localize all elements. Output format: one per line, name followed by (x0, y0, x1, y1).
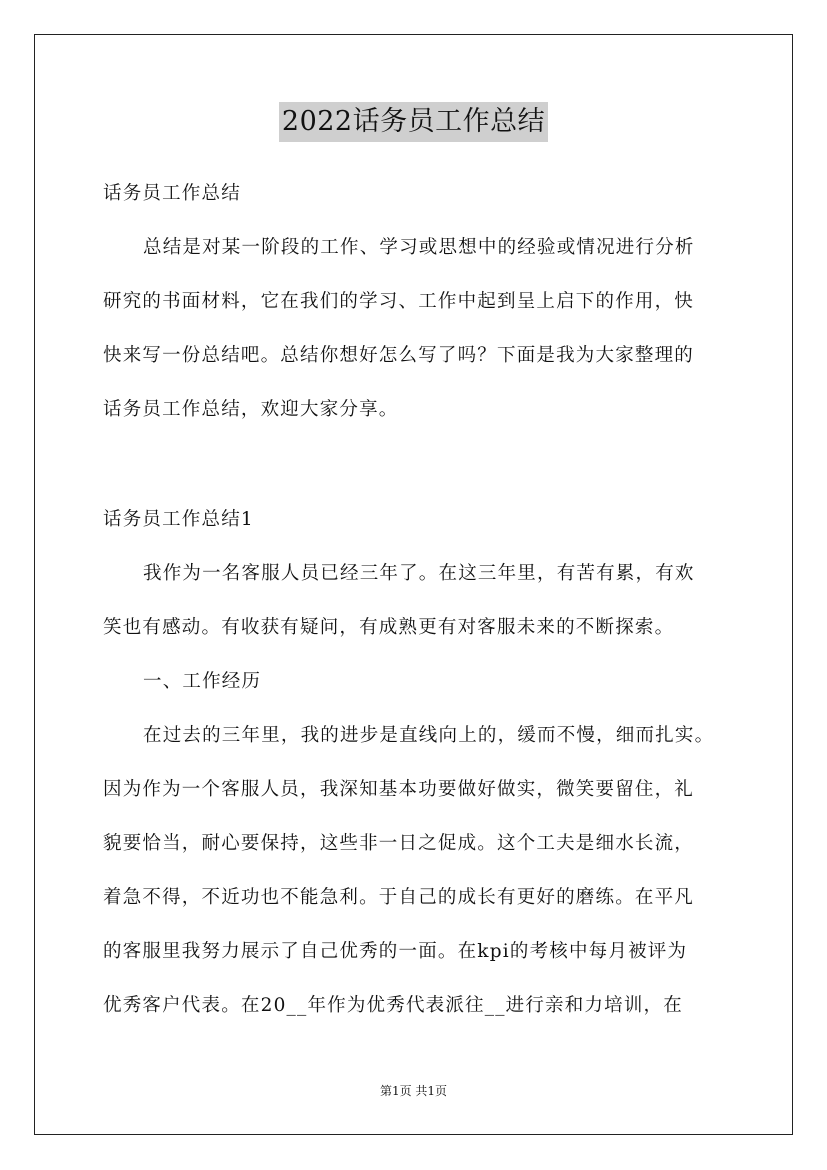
paragraph-line: 快来写一份总结吧。总结你想好怎么写了吗？下面是我为大家整理的 (103, 345, 695, 366)
paragraph-line: 研究的书面材料，它在我们的学习、工作中起到呈上启下的作用，快 (103, 291, 695, 312)
section-heading: 话务员工作总结1 (103, 509, 254, 530)
document-title: 2022话务员工作总结 (279, 102, 548, 142)
paragraph-line: 总结是对某一阶段的工作、学习或思想中的经验或情况进行分析 (143, 237, 695, 258)
title-container (0, 102, 827, 142)
paragraph-line: 着急不得，不近功也不能急利。于自己的成长有更好的磨练。在平凡 (103, 887, 695, 908)
subheading: 一、工作经历 (143, 671, 262, 692)
section-heading: 话务员工作总结 (103, 183, 241, 204)
paragraph-line: 的客服里我努力展示了自己优秀的一面。在kpi的考核中每月被评为 (103, 941, 688, 962)
paragraph-line: 话务员工作总结，欢迎大家分享。 (103, 399, 399, 420)
paragraph-line: 在过去的三年里，我的进步是直线向上的，缓而不慢，细而扎实。 (143, 725, 715, 746)
paragraph-line: 我作为一名客服人员已经三年了。在这三年里，有苦有累，有欢 (143, 563, 695, 584)
page-footer: 第1页 共1页 (379, 1084, 448, 1098)
paragraph-line: 笑也有感动。有收获有疑问，有成熟更有对客服未来的不断探索。 (103, 617, 675, 638)
paragraph-line: 因为作为一个客服人员，我深知基本功要做好做实，微笑要留住，礼 (103, 779, 695, 800)
paragraph-line: 貌要恰当，耐心要保持，这些非一日之促成。这个工夫是细水长流， (103, 833, 695, 854)
paragraph-line: 优秀客户代表。在20__年作为优秀代表派往__进行亲和力培训，在 (103, 995, 683, 1016)
